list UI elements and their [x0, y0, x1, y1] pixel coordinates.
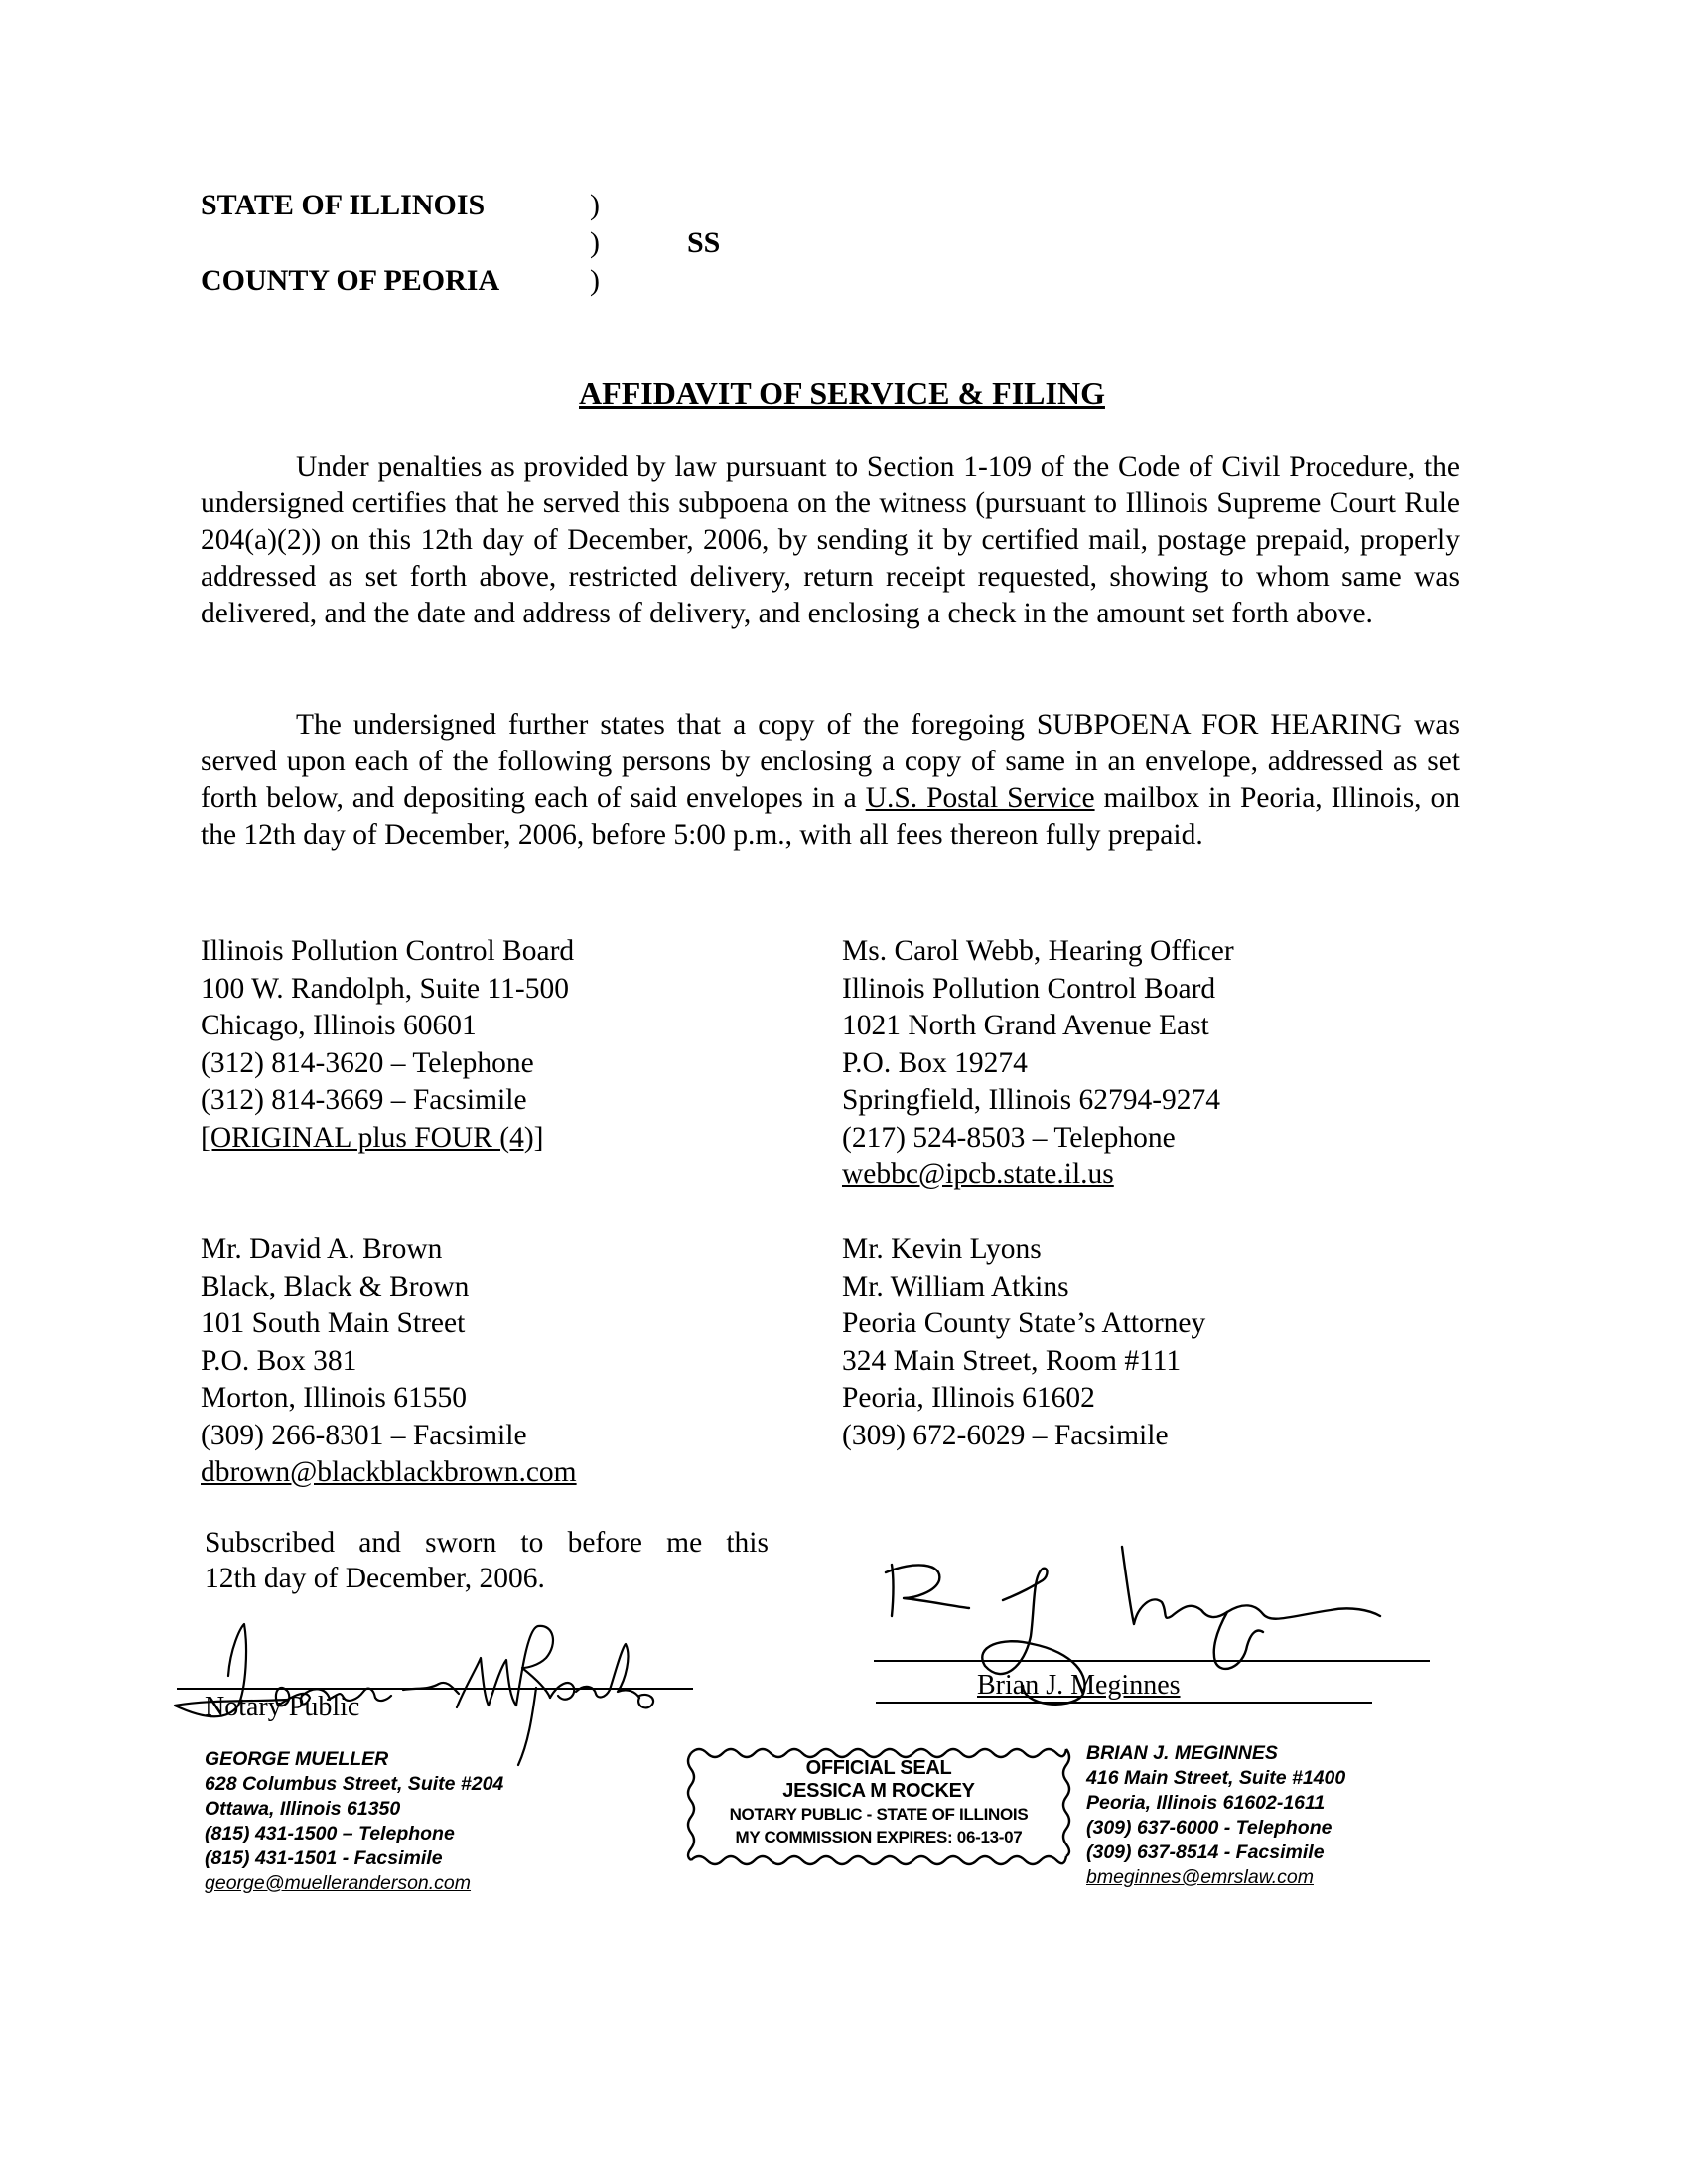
address-line: Chicago, Illinois 60601 [201, 1010, 477, 1041]
seal-line: JESSICA M ROCKEY [782, 1780, 975, 1802]
signer-signature-line [874, 1660, 1430, 1662]
notary-signature [169, 1588, 685, 1767]
address-line: P.O. Box 19274 [842, 1046, 1028, 1079]
address-line: 101 South Main Street [201, 1307, 466, 1339]
address-line: Illinois Pollution Control Board [842, 972, 1216, 1005]
address-line: 1021 North Grand Avenue East [842, 1010, 1209, 1041]
email-link[interactable]: webbc@ipcb.state.il.us [842, 1159, 1114, 1190]
caption-paren: ) [590, 189, 600, 221]
caption-county: COUNTY OF PEORIA [201, 264, 500, 297]
address-line: (217) 524-8503 – Telephone [842, 1121, 1176, 1154]
address-line: (309) 266-8301 – Facsimile [201, 1419, 527, 1451]
email-link[interactable]: george@muelleranderson.com [205, 1872, 472, 1894]
address-states-attorney [842, 1231, 1205, 1454]
signer-underline [876, 1702, 1372, 1704]
notary-public-label: Notary Public [205, 1692, 360, 1722]
address-line: Morton, Illinois 61550 [201, 1382, 467, 1414]
address-line: (312) 814-3620 – Telephone [201, 1046, 534, 1079]
block-line: BRIAN J. MEGINNES [1086, 1742, 1278, 1764]
paragraph-service: Under penalties as provided by law pursuant to Section 1-109 of the Code of Civil Procedure, the undersigned certifies that he served this subpoena on the witness (pursuant to Illinois Supreme Court Rule 204(a)(2)) on this 12th day of December, 2006, by sending it by certified mail, postage prepaid, properly addressed as set forth above, restricted delivery, return receipt requested, showing to whom same was delivered, and the date and address of delivery, and enclosing a check in the amount set forth above. [201, 451, 1460, 629]
signer-name-label: Brian J. Meginnes [977, 1670, 1181, 1701]
address-line: Mr. David A. Brown [201, 1233, 443, 1265]
block-line: (309) 637-6000 - Telephone [1086, 1817, 1333, 1839]
block-line: Ottawa, Illinois 61350 [205, 1798, 401, 1820]
attorney-block-meginnes [1086, 1741, 1345, 1890]
address-line: (309) 672-6029 – Facsimile [842, 1419, 1169, 1451]
paragraph-mailing-text-end: mailbox in Peoria, Illinois, on the 12th day of December, 2006, before 5:00 p.m., with all fees thereon fully prepaid. [201, 782, 1460, 851]
block-line: Peoria, Illinois 61602-1611 [1086, 1792, 1326, 1814]
email-link[interactable]: dbrown@blackblackbrown.com [201, 1456, 577, 1488]
block-line: 416 Main Street, Suite #1400 [1086, 1767, 1346, 1789]
block-line: (309) 637-8514 - Facsimile [1086, 1842, 1325, 1863]
caption-state-row [201, 187, 757, 224]
address-line: Ms. Carol Webb, Hearing Officer [842, 935, 1234, 967]
caption-ss-row [201, 224, 757, 262]
block-line: (815) 431-1501 - Facsimile [205, 1847, 443, 1869]
caption-ss: SS [687, 226, 721, 259]
address-brown [201, 1231, 577, 1492]
seal-line: OFFICIAL SEAL [805, 1757, 952, 1779]
address-ipcb-chicago [201, 933, 574, 1157]
caption-state: STATE OF ILLINOIS [201, 189, 486, 221]
address-line: 100 W. Randolph, Suite 11-500 [201, 972, 569, 1005]
seal-line: NOTARY PUBLIC - STATE OF ILLINOIS [729, 1805, 1029, 1824]
address-line: Mr. William Atkins [842, 1270, 1069, 1302]
seal-text [685, 1757, 1072, 1848]
postal-service-text: U.S. Postal Service [865, 782, 1095, 814]
caption-paren: ) [590, 264, 600, 297]
jurat-line: 12th day of December, 2006. [205, 1563, 545, 1594]
address-line: Illinois Pollution Control Board [201, 935, 575, 967]
paragraph-mailing [201, 707, 1460, 854]
case-caption [201, 187, 757, 300]
paragraph-mailing-text: The undersigned further states that a copy of the foregoing SUBPOENA FOR HEARING was served upon each of the following persons by enclosing a copy of same in an envelope, addressed as set forth below, and depositing each of said envelopes in a [201, 709, 1460, 814]
seal-line: MY COMMISSION EXPIRES: 06-13-07 [735, 1828, 1023, 1846]
notary-signature-line [177, 1688, 693, 1690]
address-line: Springfield, Illinois 62794-9274 [842, 1084, 1221, 1116]
address-line: Peoria, Illinois 61602 [842, 1382, 1095, 1414]
address-line: Peoria County State’s Attorney [842, 1307, 1206, 1339]
jurat-line: Subscribed and sworn to before me this [205, 1527, 769, 1559]
jurat [205, 1525, 769, 1596]
block-line: 628 Columbus Street, Suite #204 [205, 1773, 504, 1795]
address-line: 324 Main Street, Room #111 [842, 1344, 1182, 1377]
block-line: GEORGE MUELLER [205, 1748, 389, 1770]
address-hearing-officer [842, 933, 1234, 1194]
attorney-block-mueller [205, 1747, 503, 1896]
block-line: (815) 431-1500 – Telephone [205, 1823, 455, 1844]
email-link[interactable]: bmeginnes@emrslaw.com [1086, 1866, 1314, 1888]
caption-paren: ) [590, 226, 600, 259]
address-line: P.O. Box 381 [201, 1344, 357, 1377]
copies-note: [ORIGINAL plus FOUR (4)] [201, 1121, 544, 1154]
address-line: (312) 814-3669 – Facsimile [201, 1084, 527, 1116]
address-line: Mr. Kevin Lyons [842, 1233, 1042, 1265]
document-title: AFFIDAVIT OF SERVICE & FILING [579, 375, 1105, 411]
caption-county-row [201, 262, 757, 300]
address-line: Black, Black & Brown [201, 1270, 470, 1302]
